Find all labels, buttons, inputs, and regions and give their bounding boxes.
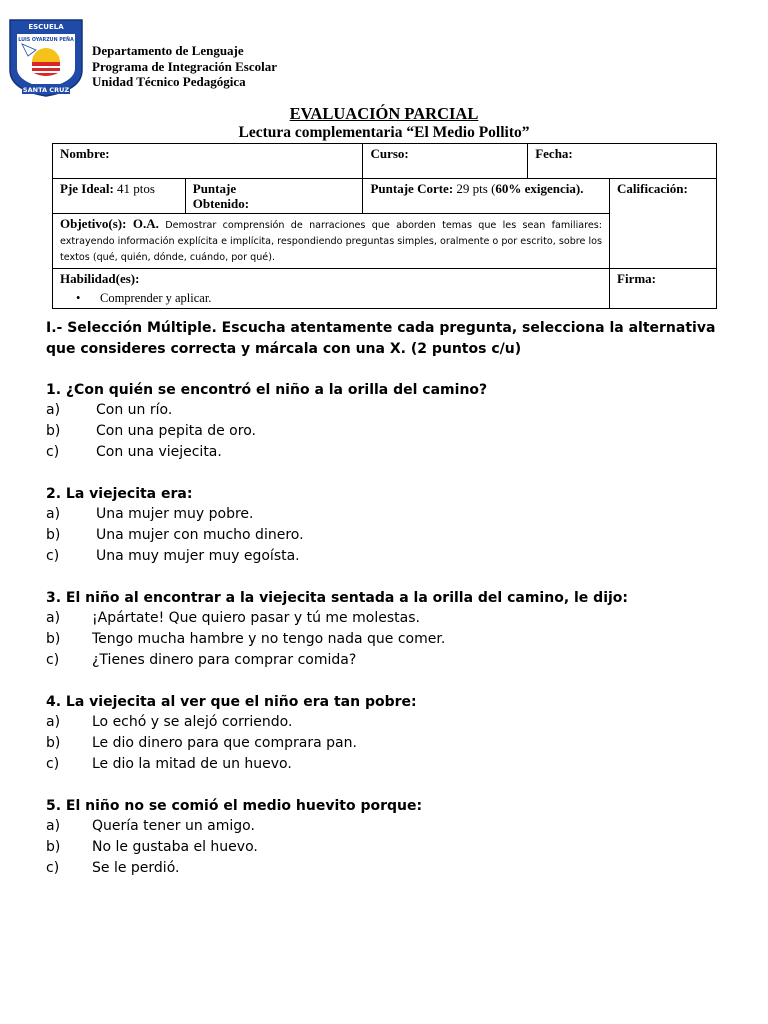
dept-line: Departamento de Lenguaje (92, 43, 244, 58)
question-block (46, 380, 736, 463)
option-item[interactable] (46, 608, 736, 629)
school-logo (8, 18, 84, 98)
puntaje-obtenido-label-2: Obtenido: (192, 196, 250, 211)
option-letter: b) (46, 423, 61, 440)
page-subtitle: Lectura complementaria “El Medio Pollito” (238, 124, 530, 141)
option-letter: a) (46, 506, 61, 523)
page-title: EVALUACIÓN PARCIAL (289, 104, 479, 123)
question-block (46, 796, 736, 879)
option-text: Una muy mujer muy egoísta. (96, 547, 300, 564)
logo-top-text: ESCUELA (28, 23, 64, 31)
option-text: ¡Apártate! Que quiero pasar y tú me molestas. (92, 610, 420, 627)
puntaje-obtenido-cell[interactable] (185, 179, 363, 214)
puntaje-corte-cell (363, 179, 610, 214)
logo-arc-text: LUIS OYARZUN PEÑA (18, 38, 74, 43)
option-item[interactable] (46, 525, 736, 546)
puntaje-corte-value: 29 pts ( (456, 181, 496, 196)
option-letter: a) (46, 402, 61, 419)
question-text: 4. La viejecita al ver que el niño era tan pobre: (46, 693, 417, 710)
puntaje-obtenido-label-1: Puntaje (192, 181, 237, 196)
option-letter: c) (46, 547, 60, 564)
option-letter: c) (46, 651, 60, 668)
option-item[interactable] (46, 400, 736, 421)
habilidad-cell (53, 269, 610, 309)
firma-field[interactable]: Firma: (610, 269, 717, 309)
pje-ideal-value: 41 ptos (117, 181, 155, 196)
option-letter: c) (46, 859, 60, 876)
option-text: Lo echó y se alejó corriendo. (92, 714, 293, 731)
option-item[interactable] (46, 629, 736, 650)
student-info-table (52, 143, 717, 309)
nombre-field[interactable]: Nombre: (53, 144, 363, 179)
pje-ideal-label: Pje Ideal: (60, 181, 114, 196)
option-text: Una mujer muy pobre. (96, 506, 254, 523)
habilidad-item (60, 291, 602, 306)
bullet-icon: • (76, 291, 81, 305)
question-block (46, 692, 736, 775)
option-letter: b) (46, 839, 61, 856)
questions-section (46, 318, 736, 900)
option-item[interactable] (46, 712, 736, 733)
curso-field[interactable]: Curso: (363, 144, 528, 179)
objetivo-label: Objetivo(s): O.A. (60, 216, 159, 231)
objetivo-cell (53, 214, 610, 269)
option-letter: a) (46, 818, 61, 835)
question-text: 1. ¿Con quién se encontró el niño a la orilla del camino? (46, 381, 488, 398)
question-text: 3. El niño al encontrar a la viejecita sentada a la orilla del camino, le dijo: (46, 589, 629, 606)
option-item[interactable] (46, 650, 736, 671)
department-block (92, 43, 277, 90)
option-text: Le dio dinero para que comprara pan. (92, 735, 357, 752)
option-text: Se le perdió. (92, 859, 180, 876)
question-text: 2. La viejecita era: (46, 485, 193, 502)
question-text: 5. El niño no se comió el medio huevito porque: (46, 797, 423, 814)
habilidad-item-text: Comprender y aplicar. (100, 291, 212, 305)
option-text: Con un río. (96, 402, 173, 419)
option-item[interactable] (46, 546, 736, 567)
option-text: Una mujer con mucho dinero. (96, 527, 304, 544)
option-text: Con una viejecita. (96, 443, 222, 460)
question-block (46, 588, 736, 671)
option-letter: b) (46, 631, 61, 648)
dept-line: Programa de Integración Escolar (92, 58, 277, 74)
option-item[interactable] (46, 816, 736, 837)
objetivo-text: Demostrar comprensión de narraciones que aborden temas que les sean familiares: extrayendo información explícita e implícita, respondiendo preguntas simples, oralmente o por escrito, sobre los textos (qué, quién, dónde, cuándo, por qué). (60, 220, 603, 263)
option-item[interactable] (46, 504, 736, 525)
option-item[interactable] (46, 442, 736, 463)
option-text: ¿Tienes dinero para comprar comida? (92, 651, 357, 668)
option-letter: c) (46, 755, 60, 772)
instructions: I.- Selección Múltiple. Escucha atentamente cada pregunta, selecciona la alternativa que consideres correcta y márcala con una X. (2 puntos c/u) (46, 320, 716, 357)
option-letter: a) (46, 610, 61, 627)
option-text: Quería tener un amigo. (92, 818, 255, 835)
option-item[interactable] (46, 421, 736, 442)
question-block (46, 484, 736, 567)
puntaje-corte-label: Puntaje Corte: (370, 181, 454, 196)
fecha-field[interactable]: Fecha: (528, 144, 717, 179)
option-letter: b) (46, 735, 61, 752)
puntaje-corte-pct: 60% exigencia). (495, 181, 584, 196)
option-letter: b) (46, 527, 61, 544)
calificacion-field[interactable]: Calificación: (610, 179, 717, 269)
option-text: Le dio la mitad de un huevo. (92, 755, 292, 772)
option-letter: a) (46, 714, 61, 731)
option-text: Con una pepita de oro. (96, 423, 256, 440)
logo-bottom-text: SANTA CRUZ (22, 86, 70, 94)
option-item[interactable] (46, 733, 736, 754)
option-item[interactable] (46, 858, 736, 879)
habilidad-label: Habilidad(es): (60, 271, 140, 286)
dept-line: Unidad Técnico Pedagógica (92, 74, 246, 89)
option-letter: c) (46, 443, 60, 460)
option-text: No le gustaba el huevo. (92, 839, 258, 856)
option-item[interactable] (46, 754, 736, 775)
option-item[interactable] (46, 837, 736, 858)
pje-ideal-cell (53, 179, 186, 214)
option-text: Tengo mucha hambre y no tengo nada que comer. (92, 631, 446, 648)
